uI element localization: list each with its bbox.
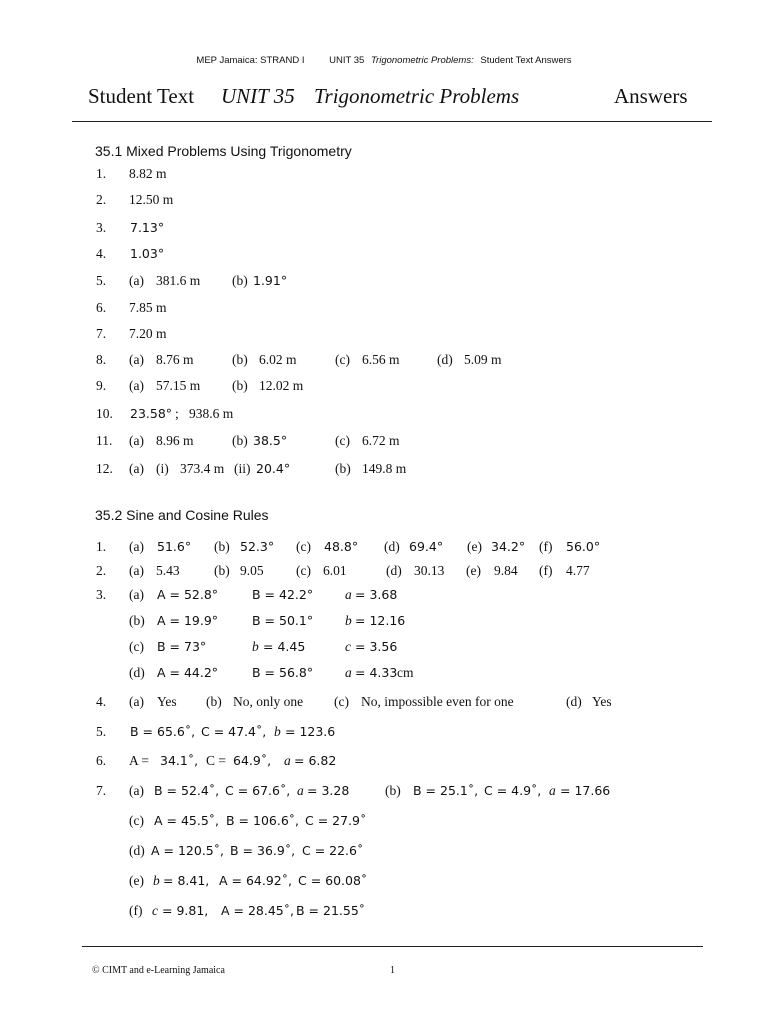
answer-value: A = 45.5˚, (154, 813, 220, 828)
answer-value: B = 42.2° (252, 587, 314, 602)
answer-value: 12.02 m (259, 378, 304, 393)
question-number: 2. (96, 563, 107, 578)
answer-value: = 3.28 (307, 783, 350, 798)
question-number: 7. (96, 326, 107, 341)
answer-value: B = 21.55˚ (296, 903, 366, 918)
part-label: (a) (129, 539, 144, 554)
question-number: 4. (96, 246, 107, 261)
part-label: (a) (129, 273, 144, 288)
question-number: 10. (96, 406, 113, 421)
answer-value: C = (206, 753, 226, 768)
part-label: (f) (129, 903, 143, 918)
answer-value: 57.15 m (156, 378, 201, 393)
answer-value: B = 52.4˚, (154, 783, 220, 798)
part-label: (b) (232, 352, 248, 367)
question-number: 1. (96, 539, 107, 554)
answer-value: B = 56.8° (252, 665, 314, 680)
part-label: (e) (466, 563, 481, 578)
footer-rule (82, 946, 703, 947)
title-rule (72, 121, 712, 122)
part-label: (b) (214, 539, 230, 554)
answer-value: = 6.82 (294, 753, 337, 768)
question-number: 6. (96, 753, 107, 768)
part-label: (c) (334, 694, 349, 709)
part-label: (d) (384, 539, 400, 554)
answer-value: 6.56 m (362, 352, 400, 367)
part-label: (c) (296, 563, 311, 578)
section1-heading: 35.1 Mixed Problems Using Trigonometry (95, 143, 352, 159)
answer-value: 38.5° (253, 433, 288, 448)
answer-value: 8.82 m (129, 166, 167, 181)
course-label: MEP Jamaica: STRAND I (196, 55, 305, 66)
answer-value: B = 25.1˚, (413, 783, 479, 798)
question-number: 3. (96, 220, 107, 235)
part-label: (d) (437, 352, 453, 367)
question-number: 5. (96, 273, 107, 288)
running-header (0, 55, 768, 66)
answer-value: = 8.41, (163, 873, 210, 888)
answer-value: 1.03° (130, 246, 165, 261)
answer-value: a (345, 665, 352, 680)
title-topic: Trigonometric Problems (314, 84, 520, 108)
part-label: (b) (232, 378, 248, 393)
answer-value: Yes (157, 694, 177, 709)
question-number: 11. (96, 433, 113, 448)
answer-value: No, impossible even for one (361, 694, 514, 709)
answer-value: 9.84 (494, 563, 518, 578)
answer-value: 149.8 m (362, 461, 407, 476)
answer-value: 373.4 m (180, 461, 225, 476)
answer-value: A = 120.5˚, (151, 843, 224, 858)
answer-value: = 12.16 (355, 613, 406, 628)
answer-value: = 3.68 (355, 587, 398, 602)
answer-value: b (252, 639, 259, 654)
question-number: 3. (96, 587, 107, 602)
part-label: (d) (129, 843, 145, 858)
part-label: (a) (129, 461, 144, 476)
part-label: (c) (335, 352, 350, 367)
question-number: 12. (96, 461, 113, 476)
answer-value: a (297, 783, 304, 798)
part-label: (b) (335, 461, 351, 476)
answer-value: 12.50 m (129, 192, 174, 207)
part-label: (f) (539, 563, 553, 578)
doc-type-label: Student Text Answers (480, 55, 572, 66)
answer-value: B = 106.6˚, (226, 813, 300, 828)
answer-value: A = 28.45˚, (221, 903, 294, 918)
answer-value: = 4.33 (355, 665, 398, 680)
section2-heading: 35.2 Sine and Cosine Rules (95, 507, 269, 523)
part-label: (a) (129, 352, 144, 367)
question-number: 8. (96, 352, 107, 367)
answer-value: 6.72 m (362, 433, 400, 448)
answer-value: 6.02 m (259, 352, 297, 367)
part-label: (a) (129, 694, 144, 709)
answer-value: 8.76 m (156, 352, 194, 367)
answer-value: 51.6° (157, 539, 192, 554)
answer-value: B = 36.9˚, (230, 843, 296, 858)
part-label: (a) (129, 378, 144, 393)
answer-value: 52.3° (240, 539, 275, 554)
answer-value: A = 64.92˚, (219, 873, 292, 888)
answer-value: 1.91° (253, 273, 288, 288)
answer-value: = 123.6 (285, 724, 336, 739)
question-number: 9. (96, 378, 107, 393)
answer-value: A = (129, 753, 149, 768)
question-number: 2. (96, 192, 107, 207)
answer-value: 56.0° (566, 539, 601, 554)
part-label: (b) (385, 783, 401, 798)
answer-value: = 17.66 (560, 783, 611, 798)
question-number: 7. (96, 783, 107, 798)
page-number: 1 (390, 965, 395, 976)
part-label: (a) (129, 563, 144, 578)
answer-value: ; (175, 406, 179, 421)
part-label: (b) (214, 563, 230, 578)
part-label: (i) (156, 461, 169, 476)
answer-value: Yes (592, 694, 612, 709)
question-number: 6. (96, 300, 107, 315)
part-label: (d) (566, 694, 582, 709)
answer-value: a (284, 753, 291, 768)
answer-value: B = 50.1° (252, 613, 314, 628)
title-unit: UNIT 35 (221, 84, 295, 108)
part-label: (e) (129, 873, 144, 888)
answer-value: b (153, 873, 160, 888)
answer-value: 6.01 (323, 563, 347, 578)
answer-value: C = 67.6˚, (225, 783, 291, 798)
answer-value: 34.2° (491, 539, 526, 554)
answer-value: C = 47.4˚, (201, 724, 267, 739)
answer-value: 8.96 m (156, 433, 194, 448)
answer-value: c (152, 903, 158, 918)
part-label: (ii) (234, 461, 251, 476)
answer-value: cm (397, 665, 414, 680)
part-label: (d) (386, 563, 402, 578)
answer-value: 48.8° (324, 539, 359, 554)
answer-value: 30.13 (414, 563, 445, 578)
part-label: (d) (129, 665, 145, 680)
answer-value: 69.4° (409, 539, 444, 554)
question-number: 1. (96, 166, 107, 181)
part-label: (c) (296, 539, 311, 554)
answer-value: A = 44.2° (157, 665, 219, 680)
answer-value: 23.58° (130, 406, 173, 421)
part-label: (b) (129, 613, 145, 628)
part-label: (a) (129, 433, 144, 448)
question-number: 5. (96, 724, 107, 739)
answer-value: C = 27.9˚ (305, 813, 367, 828)
answer-value: = 9.81, (162, 903, 209, 918)
answer-value: 20.4° (256, 461, 291, 476)
topic-label: Trigonometric Problems: (370, 55, 474, 66)
answer-value: b (345, 613, 352, 628)
answer-value: No, only one (233, 694, 304, 709)
answer-value: B = 73° (157, 639, 207, 654)
answer-value: 7.20 m (129, 326, 167, 341)
part-label: (e) (467, 539, 482, 554)
answer-value: b (274, 724, 281, 739)
answer-value: 34.1˚, (160, 753, 199, 768)
unit-label: UNIT 35 (329, 55, 365, 66)
answer-value: = 3.56 (355, 639, 398, 654)
part-label: (a) (129, 783, 144, 798)
answer-value: 64.9˚, (233, 753, 272, 768)
answer-value: C = 22.6˚ (302, 843, 364, 858)
footer-copyright: © CIMT and e-Learning Jamaica (92, 965, 225, 976)
answer-value: 5.43 (156, 563, 180, 578)
part-label: (b) (232, 273, 248, 288)
answer-value: 7.13° (130, 220, 165, 235)
answer-value: 5.09 m (464, 352, 502, 367)
title-left: Student Text (88, 84, 195, 108)
answer-value: = 4.45 (263, 639, 306, 654)
answer-value: C = 60.08˚ (298, 873, 368, 888)
part-label: (b) (232, 433, 248, 448)
answer-value: a (345, 587, 352, 602)
part-label: (c) (335, 433, 350, 448)
answer-value: B = 65.6˚, (130, 724, 196, 739)
answer-value: A = 52.8° (157, 587, 219, 602)
part-label: (a) (129, 587, 144, 602)
part-label: (c) (129, 813, 144, 828)
answer-value: 4.77 (566, 563, 590, 578)
answer-value: C = 4.9˚, (484, 783, 542, 798)
part-label: (c) (129, 639, 144, 654)
part-label: (b) (206, 694, 222, 709)
answer-value: A = 19.9° (157, 613, 219, 628)
answer-value: 7.85 m (129, 300, 167, 315)
title-right: Answers (614, 84, 688, 108)
answer-value: a (549, 783, 556, 798)
question-number: 4. (96, 694, 107, 709)
answer-value: 938.6 m (189, 406, 234, 421)
answer-value: 9.05 (240, 563, 264, 578)
answer-value: c (345, 639, 351, 654)
answer-value: 381.6 m (156, 273, 201, 288)
part-label: (f) (539, 539, 553, 554)
